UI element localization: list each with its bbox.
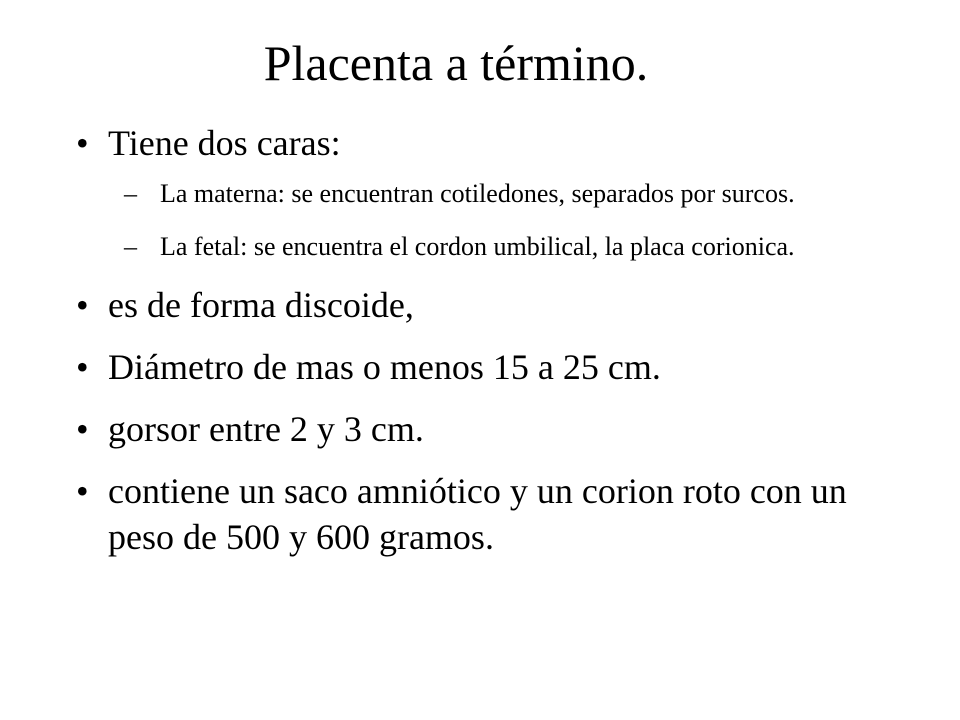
bullet-icon: • — [76, 285, 89, 325]
bullet-icon: • — [76, 347, 89, 387]
sub-bullet-text: La materna: se encuentran cotiledones, separados por surcos. — [160, 179, 795, 208]
sub-bullet-item — [124, 176, 916, 211]
bullet-text: gorsor entre 2 y 3 cm. — [108, 409, 424, 449]
slide-title: Placenta a término. — [263, 35, 649, 91]
bullet-item — [76, 406, 916, 452]
sub-bullet-item — [124, 229, 916, 264]
dash-icon: – — [124, 179, 137, 208]
bullet-text: Tiene dos caras: — [108, 123, 341, 163]
bullet-icon: • — [76, 409, 89, 449]
bullet-list — [76, 120, 916, 576]
bullet-item — [76, 344, 916, 390]
dash-icon: – — [124, 232, 137, 261]
bullet-icon: • — [76, 123, 89, 163]
sub-bullet-list — [124, 176, 916, 264]
bullet-text: es de forma discoide, — [108, 285, 414, 325]
bullet-text: Diámetro de mas o menos 15 a 25 cm. — [108, 347, 661, 387]
bullet-icon: • — [76, 471, 89, 511]
bullet-item — [76, 120, 916, 264]
bullet-item — [76, 282, 916, 328]
bullet-text: contiene un saco amniótico y un corion roto con un peso de 500 y 600 gramos. — [108, 471, 847, 557]
sub-bullet-text: La fetal: se encuentra el cordon umbilical, la placa corionica. — [160, 232, 795, 261]
bullet-item — [76, 468, 916, 560]
